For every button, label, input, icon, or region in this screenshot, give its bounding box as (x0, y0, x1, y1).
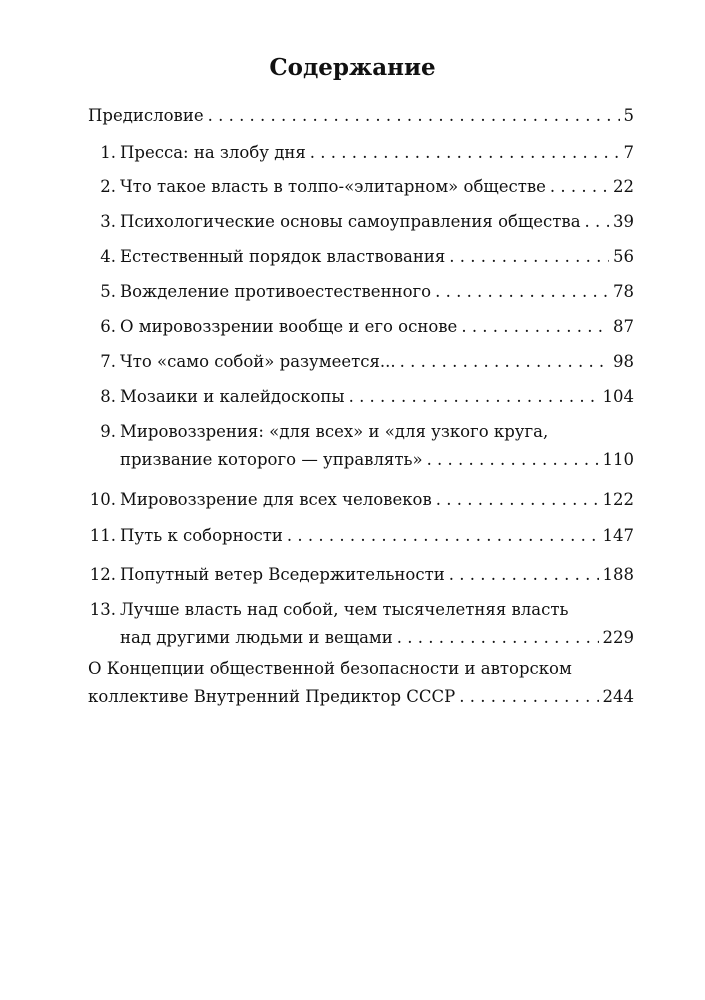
toc-page-number: 244 (602, 687, 634, 706)
toc-entry-number: 8. (100, 387, 116, 406)
toc-page-number: 147 (602, 526, 634, 545)
toc-entry-1[interactable] (88, 139, 634, 167)
leader-dots (397, 624, 599, 652)
leader-dots (449, 561, 599, 589)
leader-dots (459, 683, 598, 711)
leader-dots (349, 383, 599, 411)
leader-dots (310, 139, 620, 167)
leader-dots (449, 243, 609, 271)
toc-entry-about[interactable] (88, 655, 634, 711)
toc-page-number: 122 (602, 490, 634, 509)
toc-page-number: 78 (613, 282, 634, 301)
toc-page-number: 5 (623, 106, 634, 125)
toc-entry-number: 2. (100, 177, 116, 196)
toc-entry-title-line-2: призвание которого — управлять» (120, 450, 423, 469)
toc-entry-title: Путь к соборности (120, 526, 283, 545)
toc-entry-6[interactable] (88, 313, 634, 341)
toc-entry-number: 11. (89, 526, 116, 545)
toc-entry-title-line-1: Мировоззрения: «для всех» и «для узкого круга, (120, 422, 549, 441)
toc-entry-title: Пресса: на злобу дня (120, 143, 306, 162)
page-title: Содержание (269, 54, 436, 81)
toc-page-number: 104 (602, 387, 634, 406)
toc-entry-number: 4. (100, 247, 116, 266)
toc-entry-title-line-2: коллективе Внутренний Предиктор СССР (88, 687, 456, 706)
toc-entry-number: 9. (100, 422, 116, 441)
toc-entry-number: 5. (100, 282, 116, 301)
toc-entry-title: Естественный порядок властвования (120, 247, 446, 266)
toc-entry-12[interactable] (88, 561, 634, 589)
toc-entry-2[interactable] (88, 173, 634, 201)
leader-dots (427, 446, 599, 474)
toc-entry-7[interactable] (88, 348, 634, 376)
toc-entry-title: Что такое власть в толпо-«элитарном» обществе (120, 177, 546, 196)
toc-entry-title: Психологические основы самоуправления общества (120, 212, 581, 231)
toc-entry-title: Мировоззрение для всех человеков (120, 490, 432, 509)
toc-entry-title: Что «само собой» разумеется... (120, 352, 396, 371)
toc-entry-10[interactable] (88, 486, 634, 514)
toc-page-number: 39 (613, 212, 634, 231)
toc-page-number: 22 (613, 177, 634, 196)
leader-dots (436, 486, 599, 514)
toc-entry-number: 3. (100, 212, 116, 231)
toc-entry-title: Вожделение противоестественного (120, 282, 432, 301)
leader-dots (435, 278, 609, 306)
leader-dots (287, 522, 599, 550)
toc-entry-number: 7. (100, 352, 116, 371)
leader-dots (461, 313, 609, 341)
leader-dots (585, 208, 609, 236)
toc-entry-5[interactable] (88, 278, 634, 306)
toc-entry-number: 1. (100, 143, 116, 162)
toc-entry-9[interactable] (88, 418, 634, 474)
toc-entry-number: 10. (89, 490, 116, 509)
toc-page-number: 188 (602, 565, 634, 584)
toc-entry-8[interactable] (88, 383, 634, 411)
toc-entry-number: 13. (89, 600, 116, 619)
toc-entry-title-line-1: О Концепции общественной безопасности и авторском (88, 659, 572, 678)
toc-page-number: 110 (602, 450, 634, 469)
toc-page-number: 229 (602, 628, 634, 647)
toc-entry-title: Попутный ветер Вседержительности (120, 565, 445, 584)
toc-page-number: 87 (613, 317, 634, 336)
toc-entry-title-line-2: над другими людьми и вещами (120, 628, 393, 647)
toc-entry-13[interactable] (88, 596, 634, 652)
leader-dots (208, 102, 620, 130)
leader-dots (400, 348, 609, 376)
toc-entry-3[interactable] (88, 208, 634, 236)
toc-page-number: 98 (613, 352, 634, 371)
toc-entry-preface[interactable] (88, 102, 634, 130)
toc-page-number: 7 (623, 143, 634, 162)
leader-dots (550, 173, 609, 201)
toc-entry-number: 12. (89, 565, 116, 584)
toc-entry-title: О мировоззрении вообще и его основе (120, 317, 458, 336)
toc-entry-11[interactable] (88, 522, 634, 550)
toc-entry-number: 6. (100, 317, 116, 336)
toc-page-number: 56 (613, 247, 634, 266)
toc-entry-4[interactable] (88, 243, 634, 271)
toc-entry-title: Мозаики и калейдоскопы (120, 387, 345, 406)
toc-entry-title-line-1: Лучше власть над собой, чем тысячелетняя власть (120, 600, 569, 619)
toc-entry-title: Предисловие (88, 106, 204, 125)
